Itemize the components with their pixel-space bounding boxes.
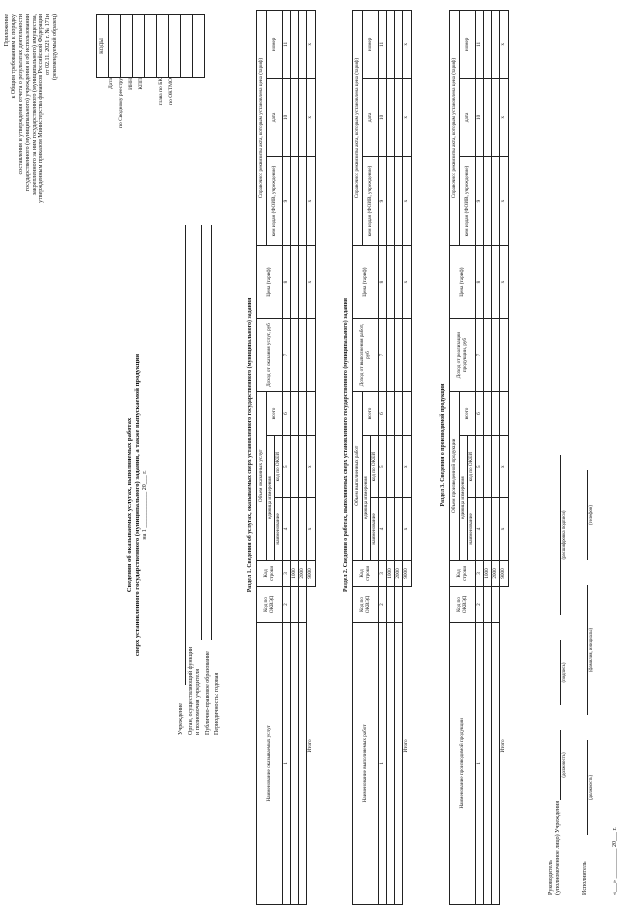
public-entity-field — [211, 225, 212, 640]
authority-field — [201, 225, 202, 640]
col-ref: Справочно: реквизиты акта, которым установлена цена (тариф) — [353, 11, 363, 246]
section3-table: Наименование производимой продукции Код по ОКВЭД Код строки Объем произведенной продукции Доход от реализации продукции, руб Цена (тариф) Справочно: реквизиты акта, которым установлена цена (тариф) единица измерения всего кем издан (ФОИВ, учреждение) дата номер наименование код по ОКЕИ 1 2 3 4 5 6 7 8 9 10 11 1000 2000 Итого 9000 x x x x x x — [449, 10, 509, 905]
col-name: Наименование производимой продукции — [450, 622, 476, 904]
col-code: Код строки — [257, 560, 283, 587]
institution-label: Учреждение — [178, 703, 184, 735]
col-ref: Справочно: реквизиты акта, которым установлена цена (тариф) — [450, 11, 460, 246]
total-row: Итого 9000 x x x x x x — [500, 11, 509, 905]
col-unit-name: наименование — [275, 498, 283, 560]
appendix-line: от 02.11. 2021 г. № 171н — [45, 14, 52, 76]
position-caption: (должность) — [562, 752, 567, 778]
institution-field — [185, 225, 186, 685]
appendix-line: государственного (муниципального) учреждения и об использовании — [24, 14, 31, 192]
report-date: на 1 ____________ 20___ г. — [142, 470, 148, 540]
col-ref: Справочно: реквизиты акта, которым установлена цена (тариф) — [257, 11, 267, 246]
phone-caption: (телефон) — [589, 504, 594, 526]
col-number: номер — [267, 11, 283, 79]
periodicity-label: Периодичность: годовая — [214, 672, 220, 735]
col-code: Код строки — [450, 560, 476, 587]
fio-caption: (фамилия, инициалы) — [589, 627, 594, 673]
col-okved: Код по ОКВЭД — [257, 587, 283, 622]
appendix-block — [4, 14, 59, 374]
head-label: Руководитель — [548, 860, 554, 895]
col-price: Цена (тариф) — [353, 246, 379, 319]
table-row: 2000 — [492, 11, 500, 905]
section1-title: Раздел 1. Сведения об услугах, оказываемых сверх установленного государственного (муниципального) задания — [247, 297, 253, 593]
col-name: Наименование оказываемых услуг — [257, 622, 283, 904]
codes-label: ИНН — [128, 78, 134, 90]
appendix-line: Приложение — [4, 14, 10, 47]
total-row: Итого 9000 x x x x x x — [307, 11, 316, 905]
table-row: 2000 — [395, 11, 403, 905]
total-row: Итого 9000 x x x x x x — [403, 11, 412, 905]
table-row: 1000 — [291, 11, 299, 905]
col-income: Доход от реализации продукции, руб — [450, 319, 476, 392]
codes-label: глава по БК — [158, 78, 164, 106]
authority-label-2: и полномочия учредителя — [195, 669, 201, 735]
codes-label: Дата — [108, 78, 114, 89]
footer-date: «___» __________ 20___ г. — [612, 827, 618, 895]
appendix-line: (рекомендуемый образец) — [52, 14, 59, 80]
signature-caption: (подпись) — [562, 662, 567, 683]
head-label-2: (уполномоченное лицо) Учреждения — [555, 800, 561, 895]
col-volume: Объем произведенной продукции — [450, 392, 460, 560]
col-income: Доход от выполнения работ, руб — [353, 319, 379, 392]
table-row: 2000 — [299, 11, 307, 905]
codes-box — [96, 14, 205, 78]
col-okved: Код по ОКВЭД — [353, 587, 379, 622]
decoding-caption: (расшифровка подписи) — [562, 510, 567, 560]
codes-label: КПП — [138, 78, 144, 90]
col-volume: Объем выполненных работ — [353, 392, 363, 560]
section1-table: Наименование оказываемых услуг Код по ОКВЭД Код строки Объем оказанных услуг Доход от оказания услуг, руб Цена (тариф) Справочно: реквизиты акта, которым установлена цена (тариф) единица измерения всего кем издан (ФОИВ, учреждение) дата номер наименование код по ОКЕИ 1 2 3 4 5 6 7 8 9 10 11 1000 2000 Итого 9000 x x x x x x — [256, 10, 316, 905]
appendix-line: составления и утверждения отчета о результатах деятельности — [17, 14, 24, 175]
col-price: Цена (тариф) — [257, 246, 283, 319]
col-unit-code: код по ОКЕИ — [275, 436, 283, 498]
codes-header: КОДЫ — [97, 15, 109, 78]
col-income: Доход от оказания услуг, руб — [257, 319, 283, 392]
appendix-line: закрепленного за ним государственного (муниципального) имущества, — [31, 14, 38, 196]
codes-labels — [106, 78, 176, 198]
col-code: Код строки — [353, 560, 379, 587]
table-row: 1000 — [387, 11, 395, 905]
authority-label: Орган, осуществляющий функции — [188, 646, 194, 735]
section2-title: Раздел 2. Сведения о работах, выполняемых сверх установленного государственного (муниципального) задания — [343, 298, 349, 592]
col-total: всего — [267, 392, 283, 436]
col-date: дата — [267, 78, 283, 156]
col-okved: Код по ОКВЭД — [450, 587, 476, 622]
col-unit: единица измерения — [267, 436, 275, 560]
page-title: Сведения об оказываемых услугах, выполняемых работах сверх установленного государственного (муниципального) задания, а также выпускаемой продукции — [126, 353, 141, 657]
codes-label: по ОКТМО — [168, 78, 174, 105]
section2-table: Наименование выполняемых работ Код по ОКВЭД Код строки Объем выполненных работ Доход от выполнения работ, руб Цена (тариф) Справочно: реквизиты акта, которым установлена цена (тариф) единица измерения всего кем издан (ФОИВ, учреждение) дата номер наименование код по ОКЕИ 1 2 3 4 5 6 7 8 9 10 11 1000 2000 Итого 9000 x x x x x x — [352, 10, 412, 905]
codes-label: по Сводному реестру — [118, 78, 124, 128]
appendix-line: утвержденным приказом Министерства финансов Российской Федерации — [38, 14, 45, 203]
col-name: Наименование выполняемых работ — [353, 622, 379, 904]
section3-title: Раздел 3. Сведения о производимой продукции — [440, 383, 446, 507]
col-issuer: кем издан (ФОИВ, учреждение) — [267, 157, 283, 246]
appendix-line: к Общим требованиям к порядку — [10, 14, 17, 99]
col-price: Цена (тариф) — [450, 246, 476, 319]
col-volume: Объем оказанных услуг — [257, 392, 267, 560]
executor-position-caption: (должность) — [589, 774, 594, 801]
executor-label: Исполнитель — [582, 861, 588, 895]
table-row: 1000 — [484, 11, 492, 905]
public-entity-label: Публично-правовое образование — [205, 651, 211, 735]
